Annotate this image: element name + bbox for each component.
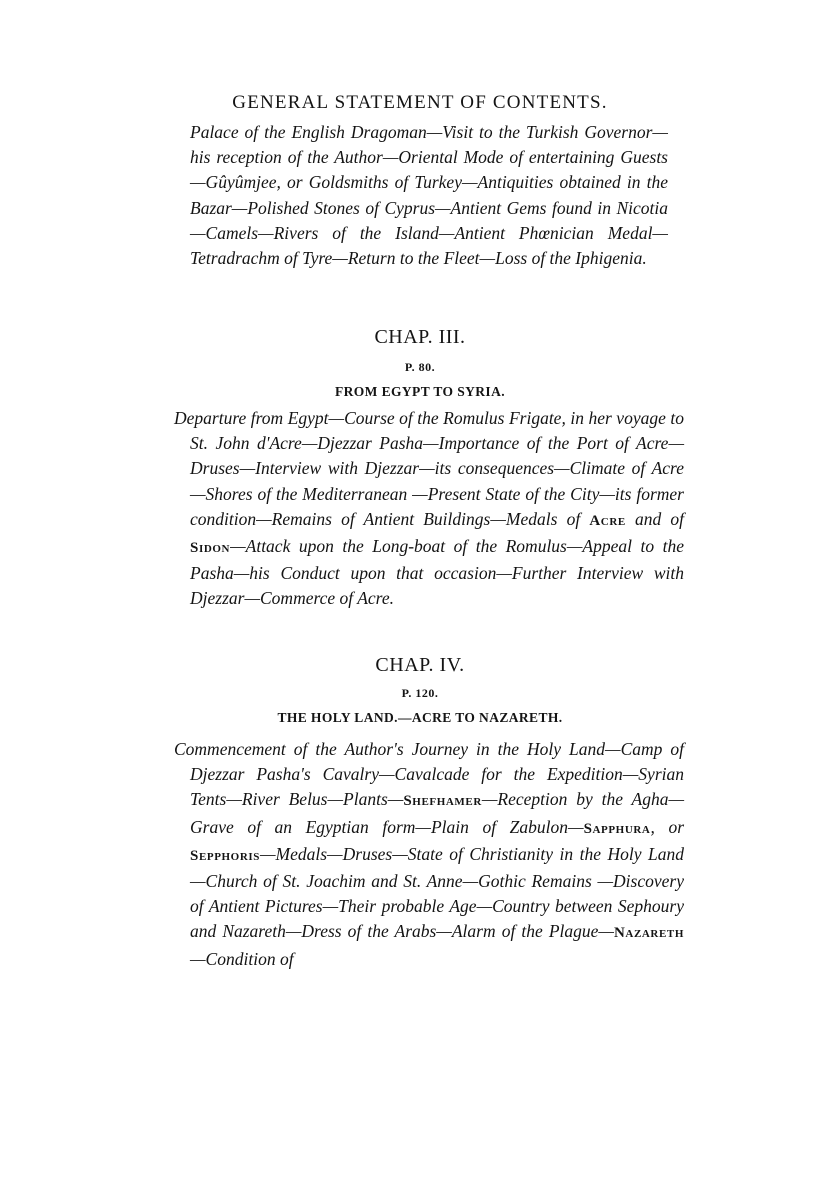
chapter-3-summary — [174, 406, 684, 612]
chapter-4-summary-text-e: —Condition of — [190, 948, 294, 969]
running-head: GENERAL STATEMENT OF CONTENTS. — [232, 92, 608, 113]
chapter-4-summary-text-a: Commencement of the Author's Journey in the Holy Land—Camp of Djezzar Pasha's Cavalry—Cavalcade for the Expedition—Syrian Tents—River Belus—Plants— — [174, 739, 684, 810]
chapter-3-page: P. 80. — [404, 360, 436, 374]
chapter-3-summary-text-c: —Attack upon the Long-boat of the Romulus—Appeal to the Pasha—his Conduct upon that occasion—Further Interview with Djezzar—Commerce of Acre. — [190, 536, 684, 609]
chapter-3-summary-text-a: Departure from Egypt—Course of the Romulus Frigate, in her voyage to St. John d'Acre—Djezzar Pasha—Importance of the Port of Acre—Druses—Interview with Djezzar—its consequences—Climate of Acre—Shores of the Mediterranean —Present State of the City—its former condition—Remains of Antient Buildings—Medals of — [174, 408, 684, 529]
chapter-3-summary-text-b: and of — [625, 508, 685, 529]
chapter-4-page: P. 120. — [401, 686, 439, 700]
chapter-4-place-sepphoris: Sepphoris — [190, 847, 260, 864]
chapter-4-summary-text-c: , or — [650, 816, 685, 837]
chapter-3-place-acre: Acre — [589, 512, 626, 529]
chapter-4-summary-text-b: —Reception by the Agha—Grave of an Egyptian form—Plain of Zabulon— — [190, 789, 685, 837]
chapter-4-summary-text-d: —Medals—Druses—State of Christianity in the Holy Land —Church of St. Joachim and St. Anne—Gothic Remains —Discovery of Antient Pictures—Their probable Age—Country between Sephoury and Nazareth—Dress of the Arabs—Alarm of the Plague— — [190, 843, 684, 942]
chapter-4-place-nazareth: Nazareth — [613, 925, 684, 942]
chapter-3-subtitle: FROM EGYPT TO SYRIA. — [334, 384, 506, 399]
chapter-3-place-sidon: Sidon — [190, 540, 231, 557]
chapter-3-title: CHAP. III. — [374, 326, 466, 348]
chapter-4-subtitle: THE HOLY LAND.—ACRE TO NAZARETH. — [277, 710, 563, 725]
chapter-4-summary — [174, 737, 684, 972]
chapter-4-place-sapphura: Sapphura — [583, 820, 651, 837]
chapter-4-title: CHAP. IV. — [375, 654, 465, 676]
chapter-4-place-shefhamer: Shefhamer — [403, 793, 482, 810]
continued-summary: Palace of the English Dragoman—Visit to the Turkish Governor—his reception of the Author—Oriental Mode of entertaining Guests—Gûyûmjee, or Goldsmiths of Turkey—Antiquities obtained in the Bazar—Polished Stones of Cyprus—Antient Gems found in Nicotia—Camels—Rivers of the Island—Antient Phœnician Medal—Tetradrachm of Tyre—Return to the Fleet—Loss of the Iphigenia. — [190, 122, 668, 269]
